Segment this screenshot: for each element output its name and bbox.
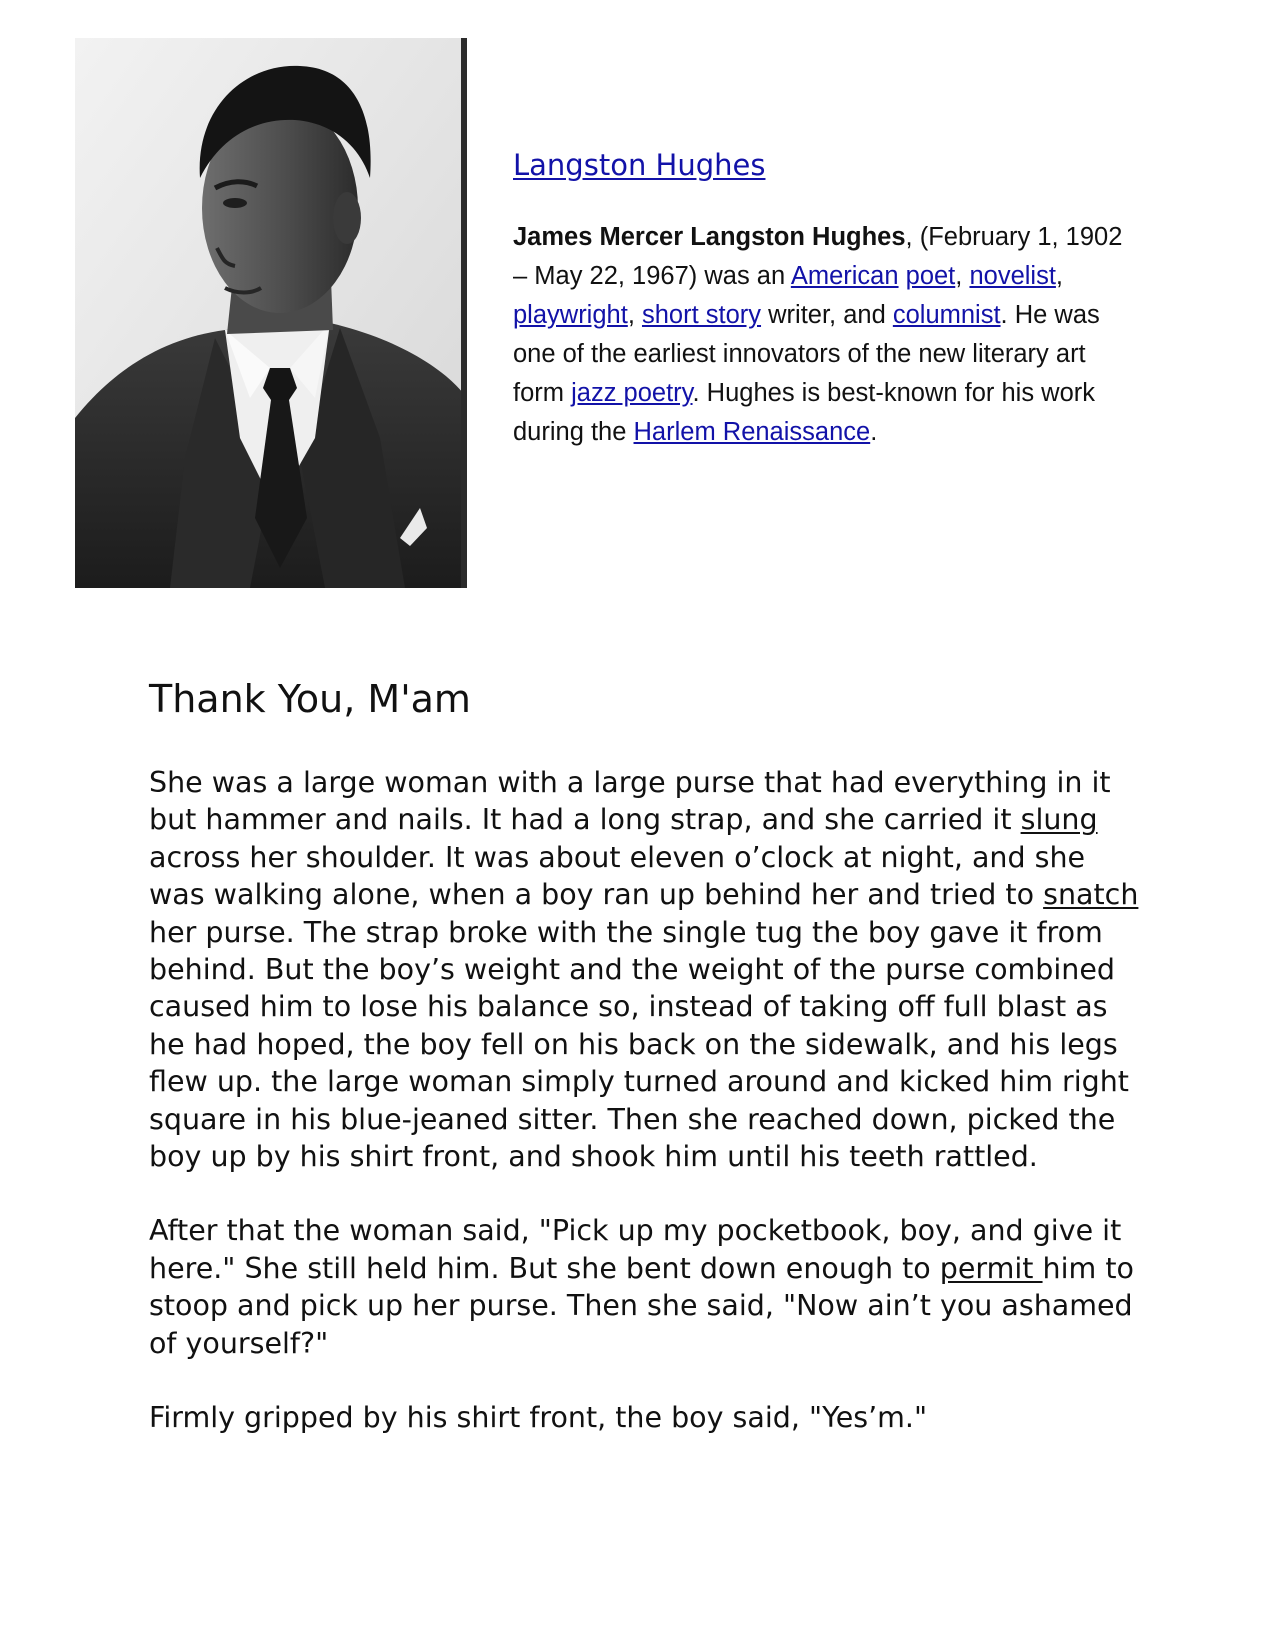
vocab-word-permit: permit [939, 1251, 1043, 1285]
story-text-segment: After that the woman said, "Pick up my pocketbook, boy, and give it here." She still held him. But she bent down enough to [149, 1214, 1122, 1285]
bio-name: James Mercer Langston Hughes [513, 223, 906, 251]
story-text-segment: She was a large woman with a large purse that had everything in it but hammer and nails. It had a long strap, and she carried it [149, 766, 1111, 837]
bio-paragraph [513, 218, 1133, 452]
story-title: Thank You, M'am [149, 677, 471, 721]
bio-text-segment [899, 262, 906, 290]
bio-text-segment: , [955, 262, 970, 290]
bio-text-segment: . He was one of the earliest innovators of the new literary art form [513, 301, 1100, 407]
link-jazz-poetry[interactable]: jazz poetry [571, 379, 693, 407]
link-playwright[interactable]: playwright [513, 301, 628, 329]
story-paragraph-2 [149, 1212, 1149, 1362]
vocab-word-snatch: snatch [1043, 878, 1139, 912]
link-columnist[interactable]: columnist [892, 301, 1001, 329]
link-american[interactable]: American [790, 262, 899, 290]
story-text-segment: him to stoop and pick up her purse. Then she said, "Now ain’t you ashamed of yourself?" [149, 1251, 1134, 1360]
bio-text-segment: , (February 1, 1902 – May 22, 1967) was an [513, 223, 1123, 290]
bio-text-segment: writer, and [761, 301, 893, 329]
link-short-story[interactable]: short story [641, 301, 762, 329]
link-harlem-renaissance[interactable]: Harlem Renaissance [633, 418, 871, 446]
story-paragraph-1 [149, 764, 1149, 1175]
bio-section [513, 148, 1133, 452]
vocab-word-slung: slung [1020, 803, 1098, 837]
story-paragraph-3: Firmly gripped by his shirt front, the boy said, "Yes’m." [149, 1401, 928, 1435]
story-text-segment: across her shoulder. It was about eleven o’clock at night, and she was walking alone, when a boy ran up behind her and tried to [149, 840, 1086, 912]
story-text-segment: her purse. The strap broke with the single tug the boy gave it from behind. But the boy’s weight and the weight of the purse combined caused him to lose his balance so, instead of taking off full blast as he had hoped, the boy fell on his back on the sidewalk, and his legs flew up. the large woman simply turned around and kicked him right square in his blue-jeaned sitter. Then she reached down, picked the boy up by his shirt front, and shook him until his teeth rattled. [149, 915, 1129, 1174]
author-portrait [75, 38, 467, 588]
bio-text-segment: , [1055, 262, 1064, 290]
bio-text-segment: . [870, 418, 878, 446]
link-novelist[interactable]: novelist [969, 262, 1056, 290]
bio-text-segment: , [627, 301, 642, 329]
bio-text-segment: . Hughes is best-known for his work during the [513, 379, 1096, 446]
portrait-illustration [75, 38, 467, 588]
bio-title-link[interactable]: Langston Hughes [513, 148, 766, 182]
story-section [149, 676, 1149, 1474]
link-poet[interactable]: poet [905, 262, 956, 290]
